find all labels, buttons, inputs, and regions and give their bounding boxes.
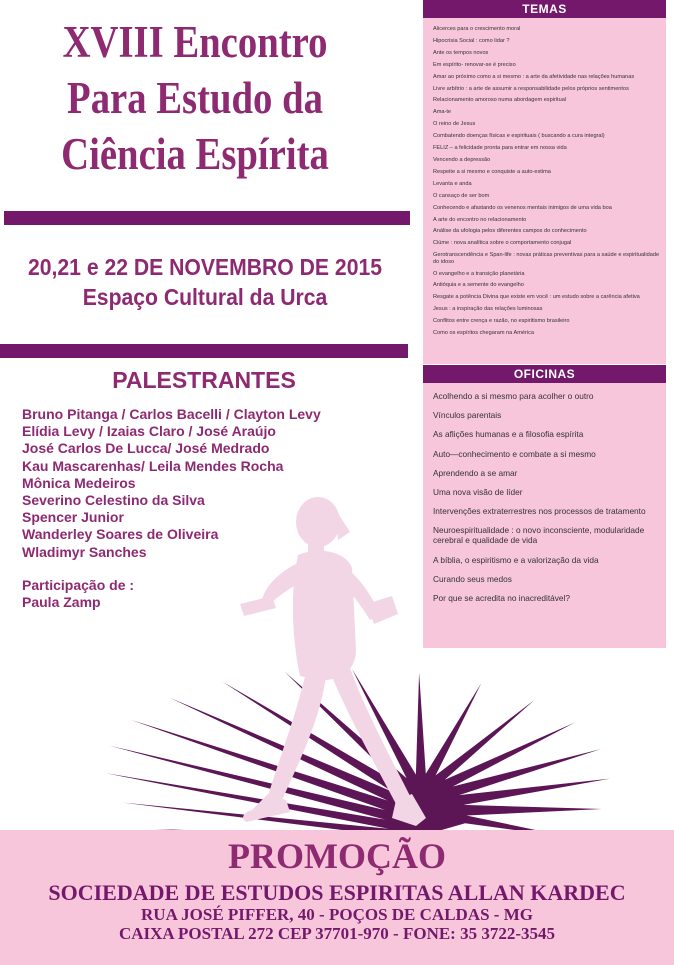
title-line-2: Para Estudo da	[67, 73, 323, 123]
participation-name: Paula Zamp	[22, 594, 101, 610]
title-line-1: XVIII Encontro	[62, 17, 328, 67]
oficina-item: As aflições humanas e a filosofia espírita	[433, 429, 584, 440]
speakers-heading: PALESTRANTES	[112, 367, 296, 393]
promo-organization: SOCIEDADE DE ESTUDOS ESPIRITAS ALLAN KARDEC	[48, 880, 626, 905]
divider-bar-top	[4, 211, 410, 225]
speaker-line: Mônica Medeiros	[22, 474, 136, 491]
tema-item: Alicerces para o crescimento moral	[433, 26, 521, 32]
oficina-item: Neuroespiritualidade : o novo inconsciente, modularidade cerebral e qualidade de vida	[433, 525, 645, 546]
speaker-line: Bruno Pitanga / Carlos Bacelli / Clayton Levy	[22, 406, 321, 422]
tema-item: Ante os tempos novos	[433, 49, 489, 56]
tema-item: Conflitos entre crença e razão, no espiritismo brasileiro	[433, 318, 570, 325]
tema-item: Conhecendo e afastando os venenos mentais inimigos de uma vida boa	[433, 204, 612, 211]
oficina-item: Intervenções extraterrestres nos processos de tratamento	[433, 506, 646, 517]
tema-item: O reino de Jesus	[433, 121, 476, 128]
divider-bar-middle	[0, 344, 408, 358]
tema-item: Ama-te	[433, 109, 452, 116]
event-dates-venue	[16, 252, 393, 312]
oficina-item: Curando seus medos	[433, 573, 512, 584]
tema-item: Respeite a si mesmo e conquiste a auto-estima	[433, 168, 551, 175]
oficina-item: Uma nova visão de líder	[433, 486, 523, 497]
oficina-item: A bíblia, o espiritismo e a valorização da vida	[433, 554, 599, 565]
event-dates: 20,21 e 22 DE NOVEMBRO DE 2015	[27, 254, 382, 280]
oficina-item: Vínculos parentais	[433, 410, 502, 421]
oficinas-panel	[423, 365, 666, 648]
promo-heading: PROMOÇÃO	[228, 836, 446, 876]
speaker-line: Elídia Levy / Izaias Claro / José Araújo	[22, 423, 276, 440]
tema-item: Como os espíritos chegaram na América	[433, 330, 535, 337]
oficina-item: Aprendendo a se amar	[433, 467, 518, 478]
oficina-item: Acolhendo a si mesmo para acolher o outro	[433, 391, 594, 401]
oficina-item: Auto—conhecimento e combate a si mesmo	[433, 448, 596, 459]
promo-address: RUA JOSÉ PIFFER, 40 - POÇOS DE CALDAS - MG	[141, 905, 533, 924]
tema-item: Combatendo doenças físicas e espirituais ( buscando a cura integral)	[433, 133, 605, 140]
speaker-line: Spencer Junior	[22, 509, 124, 526]
tema-item: Amar ao próximo como a si mesmo : a arte da afetividade nas relações humanas	[433, 73, 635, 80]
speaker-line: Kau Mascarenhas/ Leila Mendes Rocha	[22, 457, 284, 474]
oficina-item: Por que se acredita no inacreditável?	[433, 592, 570, 603]
tema-item: FELIZ – a felicidade pronta para entrar em nossa vida	[433, 145, 567, 152]
tema-item: O evangelho e a transição planetária	[433, 270, 525, 277]
tema-item: Em espírito- renovar-se é preciso	[433, 61, 516, 68]
tema-item: Resgate a potência Divina que existe em você : um estudo sobre a carência afetiva	[433, 294, 640, 301]
speaker-line: Wladimyr Sanches	[22, 543, 147, 560]
tema-item: Ciúme : nova analítica sobre o comportamento conjugal	[433, 240, 572, 247]
event-title	[27, 14, 362, 182]
title-line-3: Ciência Espírita	[61, 129, 329, 179]
temas-panel	[423, 0, 666, 364]
speakers-list	[22, 406, 402, 561]
tema-item: Antióquia e a semente do evangelho	[433, 282, 524, 289]
participation	[22, 577, 134, 611]
temas-heading: TEMAS	[423, 0, 666, 18]
temas-list	[423, 18, 666, 336]
tema-item: O cansaço de ser bom	[433, 192, 490, 199]
speaker-line: Wanderley Soares de Oliveira	[22, 526, 219, 543]
tema-item: Livre arbítrio : a arte de assumir a responsabilidade pelos próprios sentimentos	[433, 85, 629, 92]
speaker-line: José Carlos De Lucca/ José Medrado	[22, 440, 270, 457]
promo-contact: CAIXA POSTAL 272 CEP 37701-970 - FONE: 35 3722-3545	[118, 924, 556, 943]
participation-label: Participação de :	[22, 577, 135, 593]
tema-item: Gerotranscendência e Span-life : novas práticas preventivas para a saúde e espiritualidade do idoso	[433, 252, 660, 265]
event-venue: Espaço Cultural da Urca	[82, 284, 328, 310]
tema-item: A arte do encontro no relacionamento	[433, 216, 527, 223]
oficinas-list	[423, 383, 666, 603]
tema-item: Jesus : a inspiração das relações luminosas	[433, 306, 543, 313]
tema-item: Levanta e anda	[433, 180, 472, 187]
tema-item: Análise da ufologia pelos diferentes campos do conhecimento	[433, 228, 587, 235]
speaker-line: Severino Celestino da Silva	[22, 492, 205, 509]
tema-item: Hipocrisia Social : como lidar ?	[433, 37, 510, 44]
tema-item: Relacionamento amoroso numa abordagem espiritual	[433, 97, 567, 104]
tema-item: Vencendo a depressão	[433, 156, 491, 163]
oficinas-heading: OFICINAS	[423, 365, 666, 383]
